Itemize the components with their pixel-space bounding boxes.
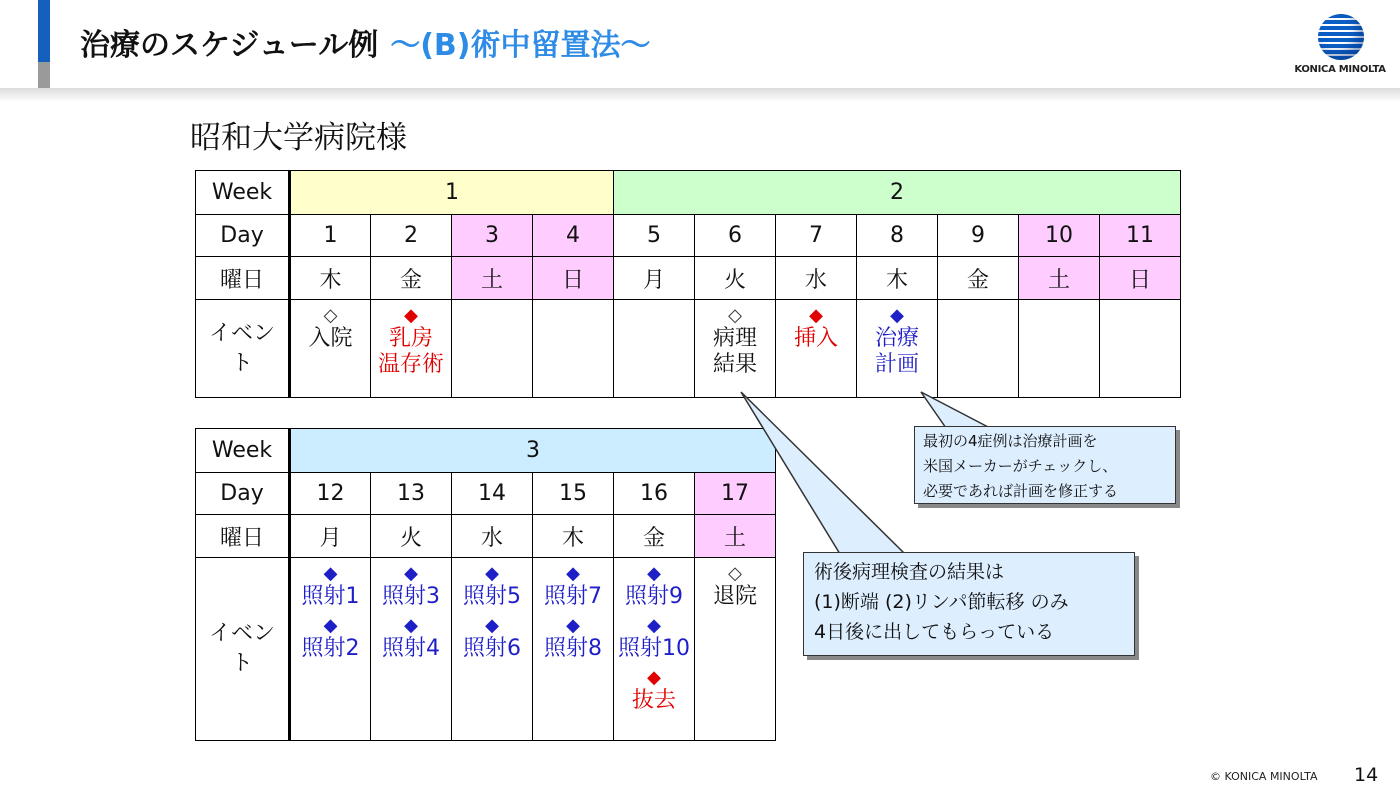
weekday-cell: 土 bbox=[695, 515, 776, 558]
logo-text: KONICA MINOLTA bbox=[1294, 64, 1386, 75]
event-label-line: ト bbox=[230, 651, 253, 676]
event-text: 治療 bbox=[874, 326, 919, 351]
filled-diamond-icon: ◆ bbox=[323, 563, 338, 584]
event-text: 照射6 bbox=[463, 636, 521, 661]
event-text: 照射1 bbox=[301, 584, 360, 609]
event-text: 照射8 bbox=[544, 636, 602, 661]
week-label: Week bbox=[196, 171, 290, 215]
event-text: 病理 bbox=[712, 326, 757, 351]
day-label: Day bbox=[196, 473, 290, 515]
day-cell: 5 bbox=[614, 215, 695, 257]
day-label: Day bbox=[196, 215, 290, 257]
filled-diamond-icon: ◆ bbox=[566, 615, 580, 636]
day-cell: 10 bbox=[1019, 215, 1100, 257]
day-cell: 16 bbox=[614, 473, 695, 515]
open-diamond-icon: ◇ bbox=[728, 305, 742, 326]
weekday-cell: 日 bbox=[1100, 257, 1181, 300]
day-cell: 15 bbox=[533, 473, 614, 515]
callout-line: 米国メーカーがチェックし、 bbox=[923, 457, 1118, 475]
filled-diamond-icon: ◆ bbox=[404, 563, 418, 584]
callout-treatment-plan bbox=[914, 426, 1176, 504]
event-text: 照射10 bbox=[618, 636, 690, 661]
callout-pathology bbox=[803, 552, 1135, 656]
event-text: 入院 bbox=[308, 326, 353, 351]
event-text: 乳房 bbox=[388, 326, 433, 351]
day-cell: 11 bbox=[1100, 215, 1181, 257]
weekday-cell: 木 bbox=[533, 515, 614, 558]
filled-diamond-icon: ◆ bbox=[566, 563, 580, 584]
title-main: 治療のスケジュール例 bbox=[80, 28, 379, 63]
event-text: 照射5 bbox=[463, 584, 521, 609]
open-diamond-icon: ◇ bbox=[323, 305, 338, 326]
day-cell: 6 bbox=[695, 215, 776, 257]
weekday-cell: 金 bbox=[371, 257, 452, 300]
event-label-line: イベン bbox=[208, 621, 275, 646]
callout-line: 必要であれば計画を修正する bbox=[923, 482, 1119, 500]
week-label: Week bbox=[196, 429, 290, 473]
filled-diamond-icon: ◆ bbox=[323, 615, 338, 636]
event-text: 退院 bbox=[712, 584, 757, 609]
week-cell: 1 bbox=[290, 171, 614, 215]
weekday-cell: 水 bbox=[776, 257, 857, 300]
day-cell: 3 bbox=[452, 215, 533, 257]
day-cell: 14 bbox=[452, 473, 533, 515]
weekday-cell: 木 bbox=[857, 257, 938, 300]
callout2-tail bbox=[741, 392, 905, 554]
callout-line: 4日後に出してもらっている bbox=[814, 621, 1055, 643]
weekday-cell: 日 bbox=[533, 257, 614, 300]
filled-diamond-icon: ◆ bbox=[890, 305, 904, 326]
copyright: © KONICA MINOLTA bbox=[1210, 770, 1318, 783]
filled-diamond-icon: ◆ bbox=[809, 305, 823, 326]
filled-diamond-icon: ◆ bbox=[647, 615, 661, 636]
event-text: 照射4 bbox=[382, 636, 440, 661]
day-cell: 7 bbox=[776, 215, 857, 257]
filled-diamond-icon: ◆ bbox=[485, 563, 499, 584]
filled-diamond-icon: ◆ bbox=[647, 667, 661, 688]
weekday-cell: 月 bbox=[290, 515, 371, 558]
week-cell: 3 bbox=[290, 429, 776, 473]
callout-line: (1)断端 (2)リンパ節転移 のみ bbox=[814, 591, 1069, 613]
weekday-cell: 土 bbox=[1019, 257, 1100, 300]
event-text: 照射3 bbox=[382, 584, 440, 609]
page-number: 14 bbox=[1354, 764, 1379, 786]
event-text: 照射2 bbox=[301, 636, 360, 661]
callout-line: 術後病理検査の結果は bbox=[814, 561, 1005, 583]
weekday-cell: 火 bbox=[695, 257, 776, 300]
day-cell: 2 bbox=[371, 215, 452, 257]
title-sub: ～(B)術中留置法～ bbox=[390, 28, 651, 63]
day-cell: 13 bbox=[371, 473, 452, 515]
hospital-name: 昭和大学病院様 bbox=[190, 120, 407, 156]
weekday-label: 曜日 bbox=[196, 515, 290, 558]
weekday-cell: 火 bbox=[371, 515, 452, 558]
callout-line: 最初の4症例は治療計画を bbox=[923, 432, 1098, 450]
weekday-cell: 金 bbox=[938, 257, 1019, 300]
event-text: 照射7 bbox=[544, 584, 602, 609]
open-diamond-icon: ◇ bbox=[728, 563, 742, 584]
filled-diamond-icon: ◆ bbox=[485, 615, 499, 636]
event-label-line: ト bbox=[230, 350, 253, 376]
weekday-label: 曜日 bbox=[196, 257, 290, 300]
weekday-cell: 水 bbox=[452, 515, 533, 558]
day-cell: 4 bbox=[533, 215, 614, 257]
day-cell: 17 bbox=[695, 473, 776, 515]
event-text: 挿入 bbox=[793, 326, 838, 351]
filled-diamond-icon: ◆ bbox=[404, 615, 418, 636]
weekday-cell: 金 bbox=[614, 515, 695, 558]
filled-diamond-icon: ◆ bbox=[404, 305, 418, 326]
event-label-line: イベン bbox=[208, 320, 275, 346]
event-text: 温存術 bbox=[377, 352, 444, 377]
filled-diamond-icon: ◆ bbox=[647, 563, 661, 584]
weekday-cell: 木 bbox=[290, 257, 371, 300]
day-cell: 1 bbox=[290, 215, 371, 257]
event-text: 計画 bbox=[874, 352, 919, 377]
weekday-cell: 土 bbox=[452, 257, 533, 300]
day-cell: 9 bbox=[938, 215, 1019, 257]
day-cell: 8 bbox=[857, 215, 938, 257]
event-text: 抜去 bbox=[631, 688, 676, 713]
week-cell: 2 bbox=[614, 171, 1181, 215]
day-cell: 12 bbox=[290, 473, 371, 515]
weekday-cell: 月 bbox=[614, 257, 695, 300]
event-text: 結果 bbox=[712, 352, 757, 377]
callout1-tail bbox=[921, 392, 990, 428]
event-text: 照射9 bbox=[625, 584, 683, 609]
